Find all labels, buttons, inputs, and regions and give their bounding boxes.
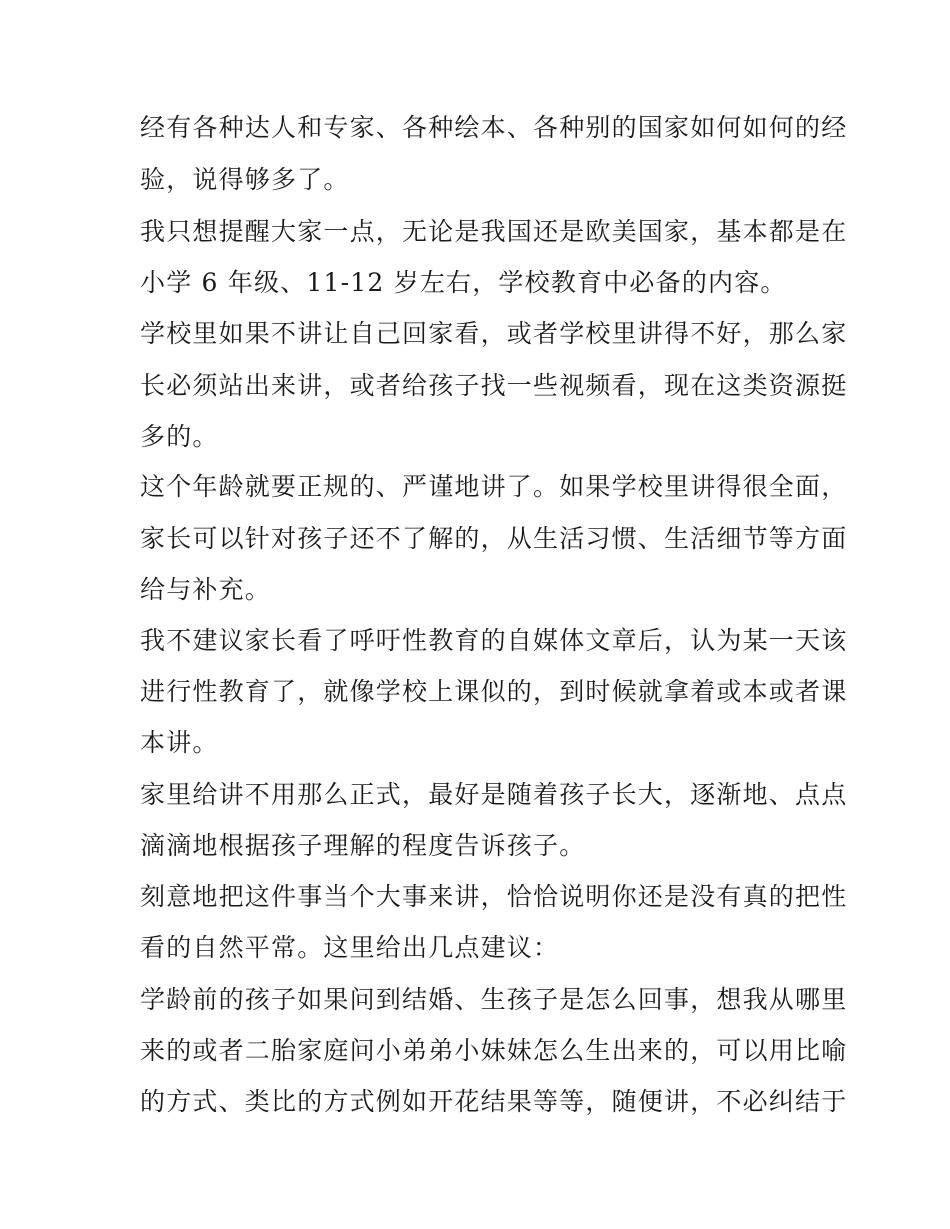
text-line: 的方式、类比的方式例如开花结果等等，随便讲，不必纠结于	[140, 1087, 848, 1116]
text-line: 家长可以针对孩子还不了解的，从生活习惯、生活细节等方面	[140, 524, 848, 553]
text-line: 学校里如果不讲让自己回家看，或者学校里讲得不好，那么家	[140, 319, 848, 348]
text-line: 我不建议家长看了呼吁性教育的自媒体文章后，认为某一天该	[140, 626, 848, 655]
text-line: 长必须站出来讲，或者给孩子找一些视频看，现在这类资源挺	[140, 371, 848, 400]
text-line: 多的。	[140, 422, 219, 451]
text-line: 我只想提醒大家一点，无论是我国还是欧美国家，基本都是在	[140, 217, 848, 246]
text-line: 验，说得够多了。	[140, 165, 350, 194]
text-line: 小学 6 年级、11-12 岁左右，学校教育中必备的内容。	[140, 268, 787, 297]
text-line: 看的自然平常。这里给出几点建议：	[140, 933, 560, 962]
text-line: 经有各种达人和专家、各种绘本、各种别的国家如何如何的经	[140, 113, 848, 142]
text-line: 给与补充。	[140, 575, 272, 604]
text-line: 家里给讲不用那么正式，最好是随着孩子长大，逐渐地、点点	[140, 780, 848, 809]
text-line: 学龄前的孩子如果问到结婚、生孩子是怎么回事，想我从哪里	[140, 985, 848, 1014]
text-line: 刻意地把这件事当个大事来讲，恰恰说明你还是没有真的把性	[140, 882, 848, 911]
text-line: 滴滴地根据孩子理解的程度告诉孩子。	[140, 831, 586, 860]
text-line: 进行性教育了，就像学校上课似的，到时候就拿着或本或者课	[140, 677, 848, 706]
text-line: 本讲。	[140, 728, 219, 757]
text-line: 来的或者二胎家庭问小弟弟小妹妹怎么生出来的，可以用比喻	[140, 1036, 848, 1065]
text-line: 这个年龄就要正规的、严谨地讲了。如果学校里讲得很全面，	[140, 472, 848, 501]
